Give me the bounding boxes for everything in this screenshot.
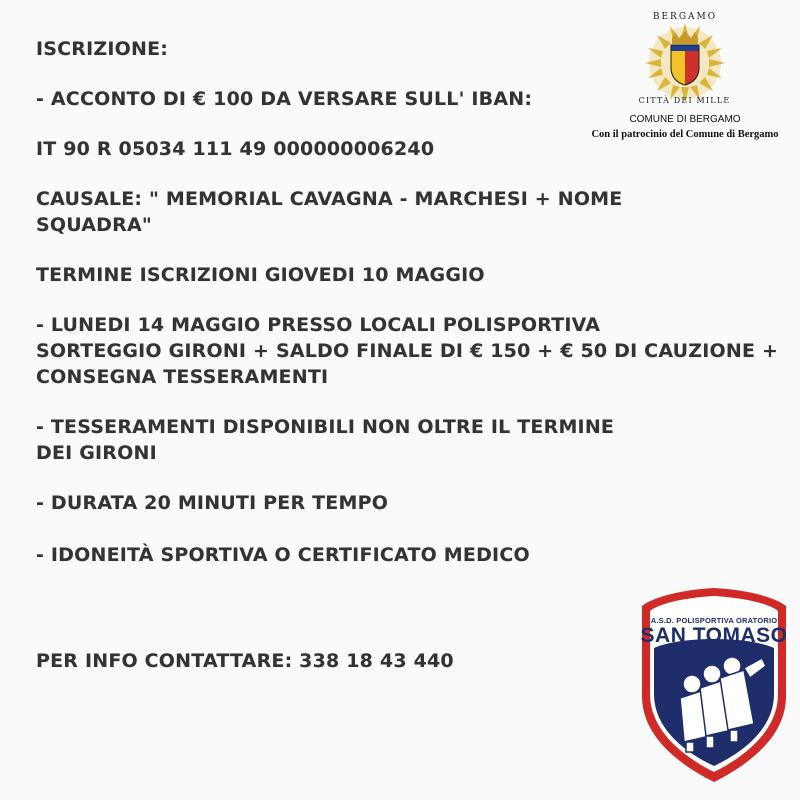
tesseramenti-line: - TESSERAMENTI DISPONIBILI NON OLTRE IL TERMINE bbox=[36, 416, 615, 438]
acconto-line: - ACCONTO DI € 100 DA VERSARE SULL' IBAN: bbox=[36, 88, 533, 110]
heading-iscrizione: ISCRIZIONE: bbox=[36, 38, 169, 60]
causale-line: CAUSALE: " MEMORIAL CAVAGNA - MARCHESI + NOME bbox=[36, 188, 623, 210]
termine-iscrizioni-line: TERMINE ISCRIZIONI GIOVEDI 10 MAGGIO bbox=[36, 264, 485, 286]
comune-label: COMUNE DI BERGAMO bbox=[629, 114, 741, 125]
causale-line-cont: SQUADRA" bbox=[36, 214, 152, 236]
durata-line: - DURATA 20 MINUTI PER TEMPO bbox=[36, 492, 389, 514]
consegna-line: CONSEGNA TESSERAMENTI bbox=[36, 366, 329, 388]
tesseramenti-line-cont: DEI GIRONI bbox=[36, 442, 157, 464]
sorteggio-line: SORTEGGIO GIRONI + SALDO FINALE DI € 150 + € 50 DI CAUZIONE + bbox=[36, 340, 779, 362]
patrocinio-label: Con il patrocinio del Comune di Bergamo bbox=[591, 129, 779, 140]
iban-line: IT 90 R 05034 111 49 000000006240 bbox=[36, 138, 435, 160]
san-tomaso-top-text: A.S.D. POLISPORTIVA ORATORIO bbox=[650, 616, 778, 625]
bergamo-logo-bottom-text: CITTÀ DEI MILLE bbox=[638, 96, 731, 105]
san-tomaso-name: SAN TOMASO bbox=[640, 624, 788, 647]
san-tomaso-logo bbox=[640, 586, 788, 786]
bergamo-logo-top-text: BERGAMO bbox=[652, 12, 718, 22]
contact-line: PER INFO CONTATTARE: 338 18 43 440 bbox=[36, 650, 454, 672]
bergamo-logo bbox=[575, 8, 795, 148]
lunedi-line: - LUNEDI 14 MAGGIO PRESSO LOCALI POLISPORTIVA bbox=[36, 314, 601, 336]
idoneita-line: - IDONEITÀ SPORTIVA O CERTIFICATO MEDICO bbox=[36, 544, 530, 566]
